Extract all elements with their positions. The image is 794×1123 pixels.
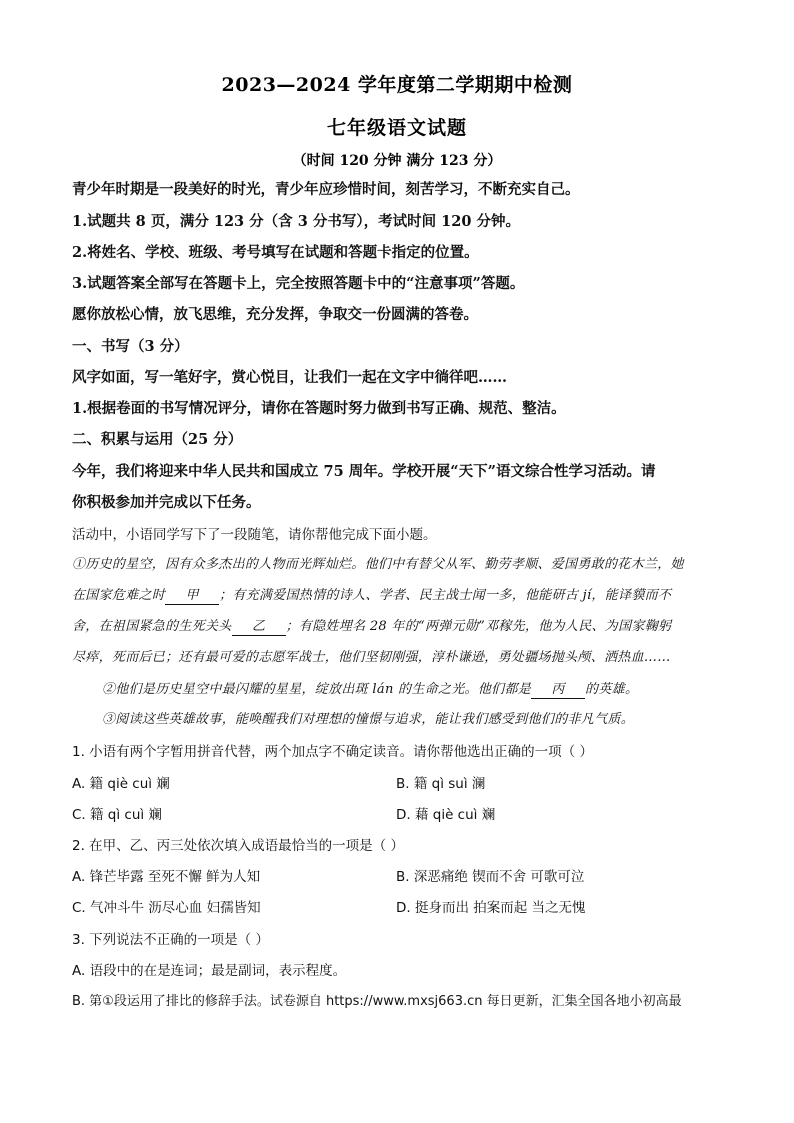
q1-option-c: C. 籍 qì cuì 斓 [72,807,162,823]
passage-text: ②他们是历史星空中最闪耀的星星，绽放出斑 lán 的生命之光。他们都是 [102,682,532,697]
section2-heading: 二、积累与运用（25 分） [72,431,243,448]
q1-option-b: B. 籍 qì suì 澜 [396,776,486,792]
passage-p1-line-3 [72,617,732,637]
q2-option-a: A. 锋芒毕露 至死不懈 鲜为人知 [72,869,261,885]
passage-p1-line-4: 尽瘁，死而后已；还有最可爱的志愿军战士，他们坚韧刚强，淳朴谦逊，勇处疆场抛头颅、洒热血…… [72,650,671,665]
q2-option-b: B. 深恶痛绝 锲而不舍 可歌可泣 [396,869,585,885]
intro-line-2: 1.试题共 8 页，满分 123 分（含 3 分书写），考试时间 120 分钟。 [72,213,520,230]
q3-option-a: A. 语段中的在是连词；最是副词，表示程度。 [72,963,347,979]
q1-option-d: D. 藉 qiè cuì 斓 [396,807,496,823]
section2-intro-2: 你积极参加并完成以下任务。 [72,494,261,511]
section1-heading: 一、书写（3 分） [72,338,189,355]
blank-yi: 乙 [232,619,286,636]
q1-stem: 1. 小语有两个字暂用拼音代替，两个加点字不确定读音。请你帮他选出正确的一项（ ） [72,744,593,760]
exam-time-note: （时间 120 分钟 满分 123 分） [292,153,502,169]
passage-text: 在国家危难之时 [72,588,166,603]
task-instruction: 活动中，小语同学写下了一段随笔，请你帮他完成下面小题。 [72,527,437,543]
q2-option-c: C. 气冲斗牛 沥尽心血 妇孺皆知 [72,900,261,916]
intro-line-1: 青少年时期是一段美好的时光，青少年应珍惜时间，刻苦学习，不断充实自己。 [72,181,580,198]
passage-p1-line-2 [72,586,732,606]
passage-p3: ③阅读这些英雄故事，能唤醒我们对理想的憧憬与追求，能让我们感受到他们的非凡气质。 [102,712,635,727]
passage-text: ；有充满爱国热情的诗人、学者、民主战士闻一多，他能研古 jí，能译貘而不 [219,588,672,603]
section2-intro-1: 今年，我们将迎来中华人民共和国成立 75 周年。学校开展“天下”语文综合性学习活动。请 [72,463,656,480]
intro-line-5: 愿你放松心情，放飞思维，充分发挥，争取交一份圆满的答卷。 [72,306,478,323]
passage-text: 的英雄。 [585,682,639,697]
q3-stem: 3. 下列说法不正确的一项是（ ） [72,932,269,948]
blank-bing: 丙 [531,682,585,699]
exam-title: 2023—2024 学年度第二学期期中检测 [221,74,573,96]
blank-jia: 甲 [165,588,219,605]
q1-option-a: A. 籍 qiè cuì 斓 [72,776,170,792]
intro-line-3: 2.将姓名、学校、班级、考号填写在试题和答题卡指定的位置。 [72,244,479,261]
passage-text: ；有隐姓埋名 28 年的“两弹元勋”邓稼先，他为人民、为国家鞠躬 [285,619,672,634]
passage-text: 舍，在祖国紧急的生死关头 [72,619,232,634]
passage-p2 [102,680,762,700]
section1-line-2: 1.根据卷面的书写情况评分，请你在答题时努力做到书写正确、规范、整洁。 [72,400,566,417]
q2-stem: 2. 在甲、乙、丙三处依次填入成语最恰当的一项是（ ） [72,838,404,854]
intro-line-4: 3.试题答案全部写在答题卡上，完全按照答题卡中的“注意事项”答题。 [72,275,525,292]
q3-option-b: B. 第①段运用了排比的修辞手法。试卷源自 https://www.mxsj663.cn 每日更新，汇集全国各地小初高最 [72,994,682,1009]
section1-line-1: 风字如面，写一笔好字，赏心悦目，让我们一起在文字中徜徉吧…… [72,369,507,386]
passage-p1-line-1: ①历史的星空，因有众多杰出的人物而光辉灿烂。他们中有替父从军、勤劳孝顺、爱国勇敢的花木兰，她 [72,557,684,572]
exam-subtitle: 七年级语文试题 [326,117,467,139]
q2-option-d: D. 挺身而出 拍案而起 当之无愧 [396,900,586,916]
